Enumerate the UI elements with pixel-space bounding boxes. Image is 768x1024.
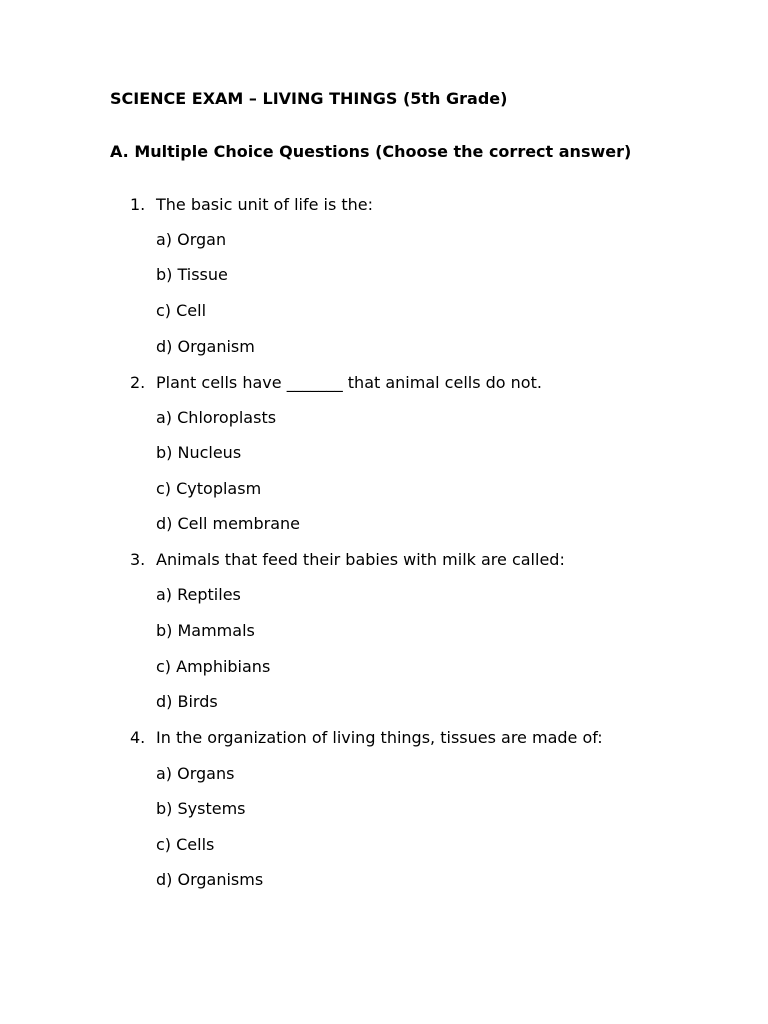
answer-option: a) Chloroplasts [156,408,277,427]
answer-option: c) Cell [156,301,207,320]
question-number: 1. [130,195,146,214]
answer-option: b) Tissue [156,265,228,284]
question-text: Animals that feed their babies with milk are called: [156,550,565,569]
answer-option: a) Organs [156,764,235,783]
answer-option: b) Mammals [156,621,255,640]
answer-option: c) Cytoplasm [156,479,262,498]
answer-option: a) Reptiles [156,585,241,604]
answer-option: c) Cells [156,835,215,854]
answer-option: d) Organisms [156,870,264,889]
answer-option: d) Cell membrane [156,514,301,533]
question-number: 2. [130,373,146,392]
answer-option: d) Organism [156,337,255,356]
answer-option: b) Systems [156,799,246,818]
question-number: 4. [130,728,146,747]
question-text: Plant cells have _______ that animal cells do not. [156,373,542,392]
answer-option: c) Amphibians [156,657,271,676]
question-text: In the organization of living things, tissues are made of: [156,728,603,747]
exam-title: SCIENCE EXAM – LIVING THINGS (5th Grade) [110,89,508,108]
question-text: The basic unit of life is the: [156,195,374,214]
answer-option: a) Organ [156,230,227,249]
answer-option: d) Birds [156,692,218,711]
answer-option: b) Nucleus [156,443,242,462]
section-heading: A. Multiple Choice Questions (Choose the correct answer) [110,142,632,161]
question-number: 3. [130,550,146,569]
